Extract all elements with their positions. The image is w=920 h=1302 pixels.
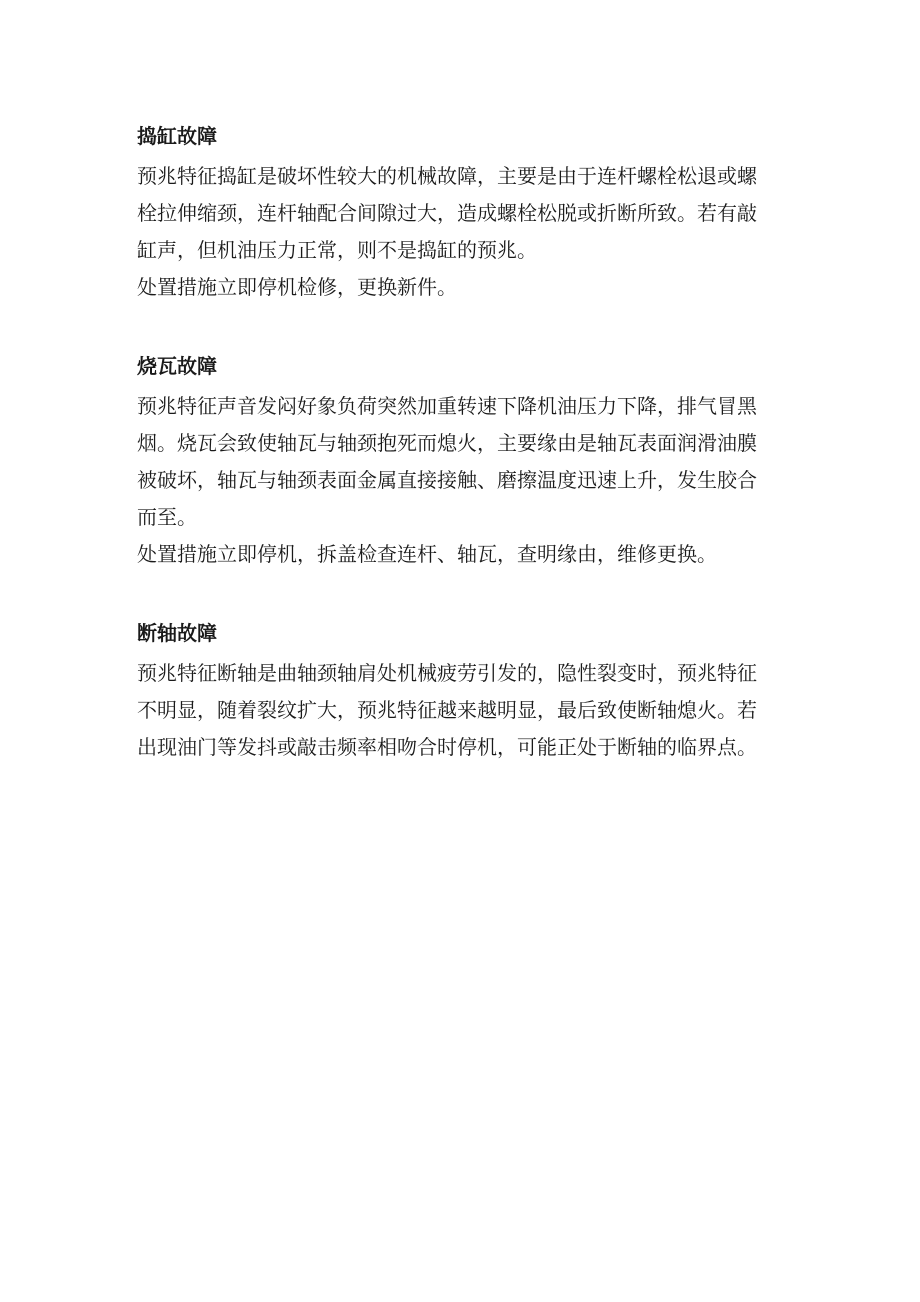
- paragraph: 预兆特征捣缸是破坏性较大的机械故障，主要是由于连杆螺栓松退或螺栓拉伸缩颈，连杆轴配合间隙过大，造成螺栓松脱或折断所致。若有敲缸声，但机油压力正常，则不是捣缸的预兆。: [137, 164, 757, 262]
- paragraph: 处置措施立即停机检修，更换新件。: [137, 275, 457, 299]
- section-broken-shaft-fault: [137, 615, 787, 766]
- paragraph: 处置措施立即停机，拆盖检查连杆、轴瓦，查明缘由，维修更换。: [137, 542, 717, 566]
- section-heading: 断轴故障: [137, 621, 217, 645]
- section-tappet-fault: [137, 118, 787, 306]
- paragraph: 预兆特征断轴是曲轴颈轴肩处机械疲劳引发的，隐性裂变时，预兆特征不明显，随着裂纹扩大，预兆特征越来越明显，最后致使断轴熄火。若出现油门等发抖或敲击频率相吻合时停机，可能正处于断轴的临界点。: [137, 661, 757, 759]
- section-heading: 烧瓦故障: [137, 354, 217, 378]
- paragraph: 预兆特征声音发闷好象负荷突然加重转速下降机油压力下降，排气冒黑烟。烧瓦会致使轴瓦与轴颈抱死而熄火，主要缘由是轴瓦表面润滑油膜被破坏，轴瓦与轴颈表面金属直接接触、磨擦温度迅速上升，发生胶合而至。: [137, 394, 757, 529]
- section-heading: 捣缸故障: [137, 124, 217, 148]
- section-bearing-burn-fault: [137, 348, 787, 573]
- document-body: [137, 118, 787, 766]
